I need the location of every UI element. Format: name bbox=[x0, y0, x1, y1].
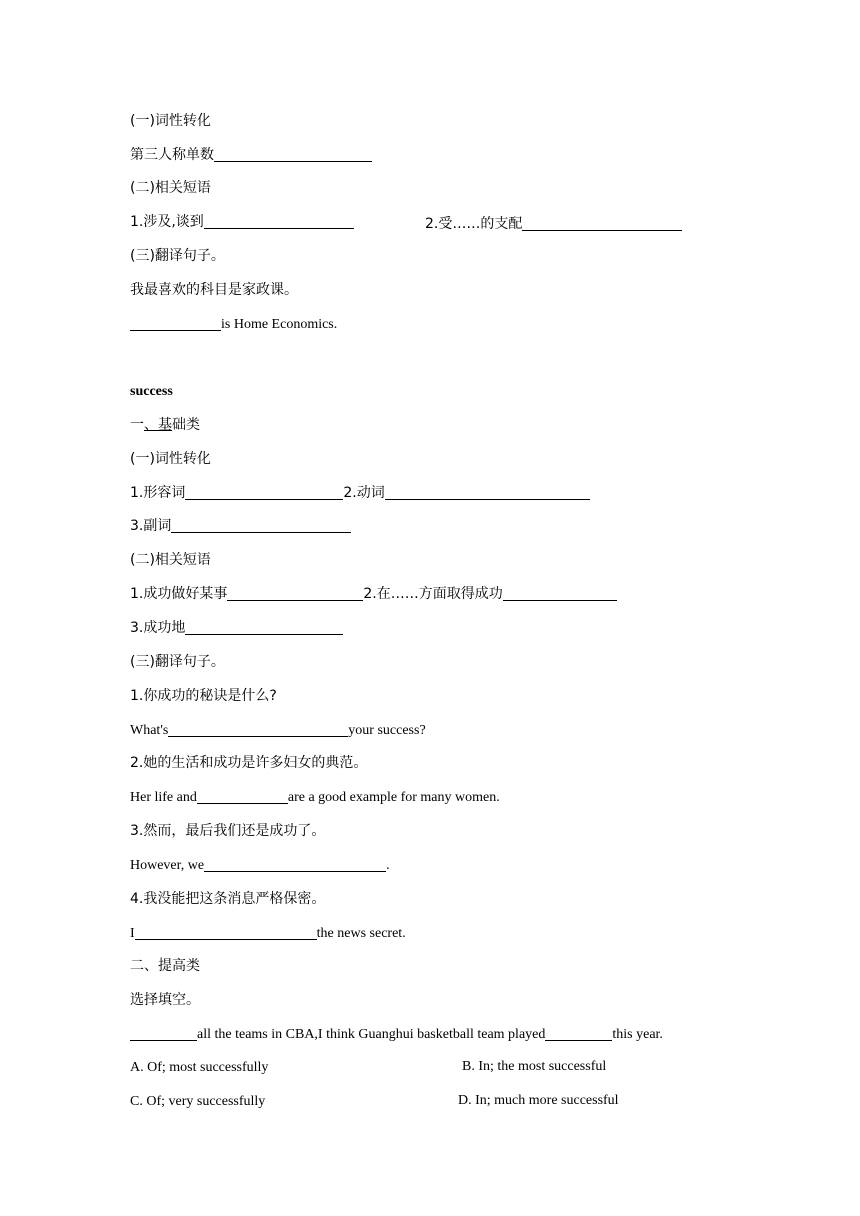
phrase-label: 2.在……方面取得成功 bbox=[363, 586, 503, 602]
phrase-label: 1.涉及,谈到 bbox=[130, 214, 204, 230]
answer-blank[interactable] bbox=[204, 213, 354, 229]
sentence-4-zh: 4.我没能把这条消息严格保密。 bbox=[130, 891, 326, 907]
option-d[interactable]: D. In; much more successful bbox=[458, 1093, 619, 1108]
heading-translate-2: (三)翻译句子。 bbox=[130, 654, 225, 670]
answer-blank[interactable] bbox=[197, 788, 288, 804]
answer-blank[interactable] bbox=[130, 1025, 197, 1041]
answer-blank[interactable] bbox=[168, 721, 348, 737]
phrase-label: 3.成功地 bbox=[130, 620, 186, 636]
phrase-row-3 bbox=[130, 585, 617, 604]
phrase-label: 2.受……的支配 bbox=[425, 216, 523, 232]
third-person-label: 第三人称单数 bbox=[130, 147, 214, 163]
question-row: all the teams in CBA,I think Guanghui basketball team played this year. bbox=[130, 1025, 663, 1044]
sentence-1-zh: 1.你成功的秘诀是什么? bbox=[130, 688, 277, 704]
word-heading: success bbox=[130, 384, 173, 399]
answer-blank[interactable] bbox=[135, 924, 317, 940]
phrase-row-4 bbox=[130, 619, 343, 638]
sentence-en-row bbox=[130, 315, 337, 334]
answer-blank[interactable] bbox=[545, 1025, 612, 1041]
answer-blank[interactable] bbox=[214, 146, 372, 162]
phrase-row-2 bbox=[425, 213, 682, 233]
heading-translate: (三)翻译句子。 bbox=[130, 248, 225, 264]
answer-blank[interactable] bbox=[503, 585, 617, 601]
heading-phrases: (二)相关短语 bbox=[130, 180, 211, 196]
choose-instruction: 选择填空。 bbox=[130, 992, 200, 1008]
sentence-1-en-row: What's your success? bbox=[130, 723, 426, 738]
answer-blank[interactable] bbox=[204, 856, 386, 872]
adv-label: 3.副词 bbox=[130, 518, 172, 534]
option-b[interactable]: B. In; the most successful bbox=[462, 1059, 607, 1074]
part2-heading: 二、提高类 bbox=[130, 958, 200, 974]
third-person-row bbox=[130, 146, 372, 165]
sentence-2-en-row: Her life and are a good example for many women. bbox=[130, 790, 500, 805]
sentence-en-text: is Home Economics. bbox=[221, 317, 338, 332]
answer-blank[interactable] bbox=[227, 585, 363, 601]
verb-label: 2.动词 bbox=[343, 485, 385, 501]
heading-word-forms-2: (一)词性转化 bbox=[130, 451, 211, 467]
heading-phrases-2: (二)相关短语 bbox=[130, 552, 211, 568]
adv-row bbox=[130, 517, 351, 536]
answer-blank[interactable] bbox=[385, 484, 590, 500]
answer-blank[interactable] bbox=[522, 215, 682, 231]
answer-blank[interactable] bbox=[185, 484, 343, 500]
sentence-3-zh: 3.然而，最后我们还是成功了。 bbox=[130, 823, 326, 839]
sentence-zh: 我最喜欢的科目是家政课。 bbox=[130, 282, 298, 298]
answer-blank[interactable] bbox=[171, 517, 351, 533]
part1-heading: 一、基础类 bbox=[130, 417, 200, 433]
answer-blank[interactable] bbox=[185, 619, 343, 635]
phrase-label: 1.成功做好某事 bbox=[130, 586, 228, 602]
option-c[interactable]: C. Of; very successfully bbox=[130, 1094, 266, 1109]
phrase-row-1 bbox=[130, 213, 354, 232]
heading-word-forms: (一)词性转化 bbox=[130, 113, 211, 129]
sentence-4-en-row: I the news secret. bbox=[130, 926, 406, 941]
sentence-3-en-row: However, we . bbox=[130, 858, 390, 873]
option-a[interactable]: A. Of; most successfully bbox=[130, 1060, 269, 1075]
sentence-2-zh: 2.她的生活和成功是许多妇女的典范。 bbox=[130, 755, 368, 771]
answer-blank[interactable] bbox=[130, 315, 221, 331]
forms-row bbox=[130, 484, 590, 503]
adj-label: 1.形容词 bbox=[130, 485, 186, 501]
